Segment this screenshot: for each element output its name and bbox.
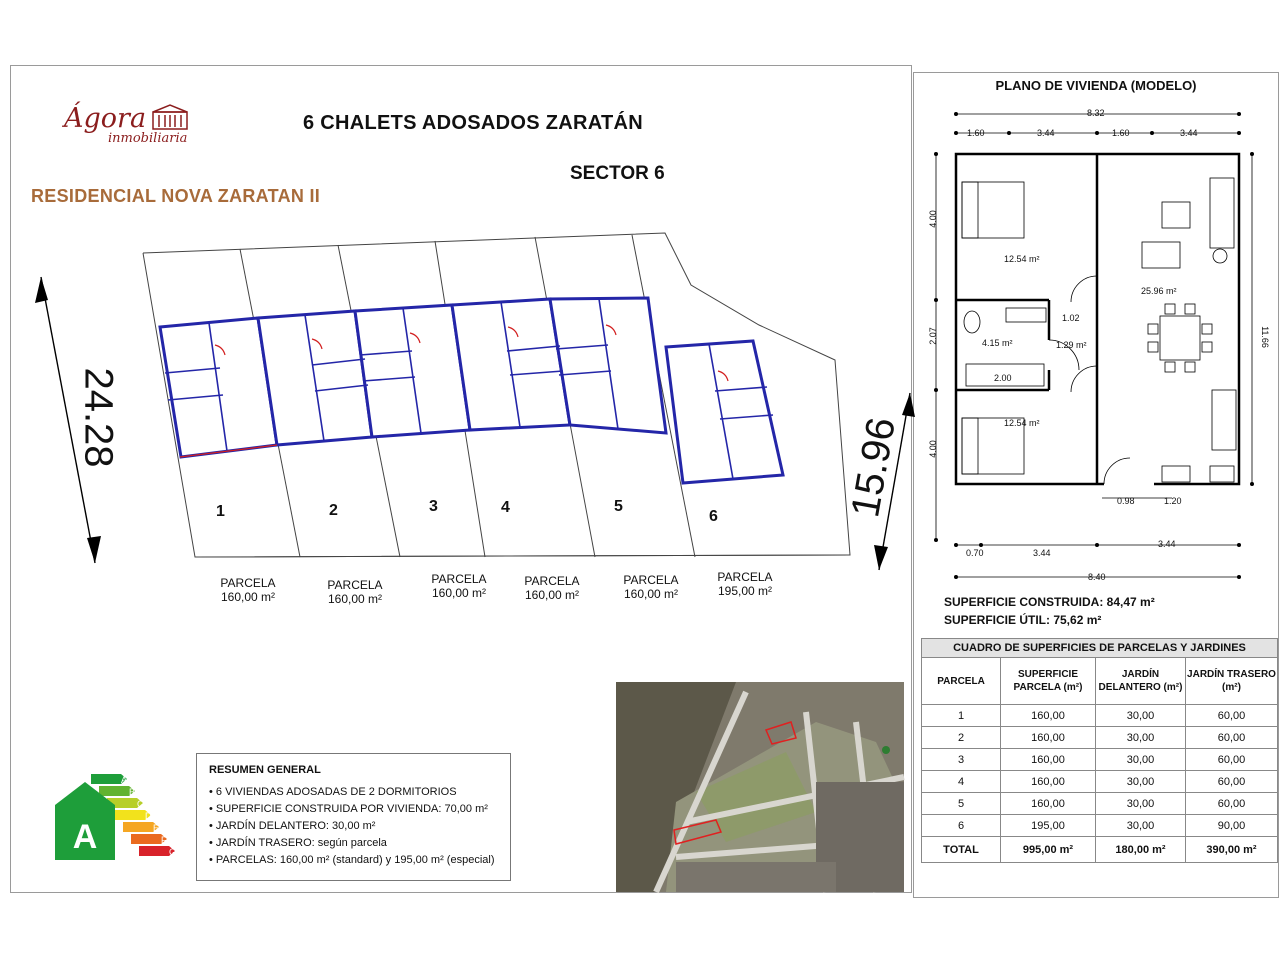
- site-plan-drawing: [15, 225, 915, 595]
- energy-letter: F: [161, 835, 167, 845]
- parcel-number: 3: [429, 498, 438, 515]
- inner-door-dimension: 1.02: [1062, 313, 1080, 323]
- room-living: 25.96 m²: [1141, 286, 1177, 296]
- summary-item: • JARDÍN DELANTERO: 30,00 m²: [209, 820, 376, 832]
- plan-top-total: 8.32: [1087, 108, 1105, 118]
- project-title: 6 CHALETS ADOSADOS ZARATÁN: [303, 112, 644, 134]
- plan-top-seg: 1.60: [967, 128, 985, 138]
- superficie-construida: SUPERFICIE CONSTRUIDA: 84,47 m²: [944, 595, 1155, 609]
- table-header: JARDÍN TRASERO (m²): [1186, 658, 1278, 705]
- parcel-number: 4: [501, 499, 510, 516]
- room-bedroom-2: 12.54 m²: [1004, 418, 1040, 428]
- floor-plan-drawing: [914, 100, 1278, 590]
- summary-item: • SUPERFICIE CONSTRUIDA POR VIVIENDA: 70,00 m²: [209, 803, 488, 815]
- summary-item: • JARDÍN TRASERO: según parcela: [209, 837, 387, 849]
- residencial-title: RESIDENCIAL NOVA ZARATAN II: [31, 186, 321, 206]
- energy-label-icon: [55, 770, 177, 865]
- parcel-number: 6: [709, 508, 718, 525]
- entry-dimension: 0.98: [1117, 496, 1135, 506]
- energy-letter: C: [137, 799, 144, 809]
- summary-item: • PARCELAS: 160,00 m² (standard) y 195,00 m² (especial): [209, 854, 495, 866]
- parcel-number: 2: [329, 502, 338, 519]
- plan-left-seg: 4.00: [927, 210, 938, 228]
- sector-title: SECTOR 6: [570, 163, 665, 184]
- table-row: 2 160,00 30,00 60,00: [922, 727, 1278, 749]
- plan-top-seg: 3.44: [1037, 128, 1055, 138]
- left-depth-dimension: 24.28: [76, 367, 121, 468]
- right-depth-dimension: 15.96: [843, 414, 904, 521]
- energy-letter: D: [145, 811, 152, 821]
- energy-letter: E: [153, 823, 160, 833]
- table-total-row: TOTAL 995,00 m² 180,00 m² 390,00 m²: [922, 837, 1278, 863]
- superficie-util: SUPERFICIE ÚTIL: 75,62 m²: [944, 613, 1102, 627]
- parcel-number: 5: [614, 498, 623, 515]
- room-bedroom-1: 12.54 m²: [1004, 254, 1040, 264]
- plan-bottom-total: 8.40: [1088, 572, 1106, 582]
- table-row: 4 160,00 30,00 60,00: [922, 771, 1278, 793]
- plan-top-seg: 3.44: [1180, 128, 1198, 138]
- table-header: PARCELA: [922, 658, 1001, 705]
- logo-name: Ágora: [64, 103, 147, 134]
- table-header: JARDÍN DELANTERO (m²): [1096, 658, 1186, 705]
- bath-width-dimension: 2.00: [994, 373, 1012, 383]
- energy-grade: A: [72, 818, 98, 856]
- entry-dimension: 1.20: [1164, 496, 1182, 506]
- energy-letter: G: [169, 847, 177, 857]
- plan-left-seg: 4.00: [927, 440, 938, 458]
- parcel-label: PARCELA 160,00 m²: [524, 574, 580, 602]
- table-row: 1 160,00 30,00 60,00: [922, 705, 1278, 727]
- energy-letter: A: [121, 775, 128, 785]
- parcel-label: PARCELA 160,00 m²: [431, 572, 487, 600]
- table-row: 6 195,00 30,00 90,00: [922, 815, 1278, 837]
- logo-sub: inmobiliaria: [108, 131, 188, 146]
- room-bath: 4.15 m²: [982, 338, 1013, 348]
- summary-box: [196, 753, 511, 881]
- summary-heading: RESUMEN GENERAL: [209, 764, 321, 776]
- table-header: SUPERFICIE PARCELA (m²): [1001, 658, 1096, 705]
- parcel-number: 1: [216, 503, 225, 520]
- plan-left-seg: 2.07: [927, 327, 938, 345]
- plan-right-total: 11.66: [1259, 326, 1270, 348]
- parcel-label: PARCELA 195,00 m²: [717, 570, 773, 598]
- room-hall: 1.29 m²: [1056, 340, 1087, 350]
- parcel-label: PARCELA 160,00 m²: [220, 576, 276, 604]
- parcels-table: [921, 638, 1278, 863]
- parcel-label: PARCELA 160,00 m²: [327, 578, 383, 606]
- table-caption: CUADRO DE SUPERFICIES DE PARCELAS Y JARDINES: [922, 639, 1278, 658]
- plan-top-seg: 1.60: [1112, 128, 1130, 138]
- plan-bottom-seg: 3.44: [1033, 548, 1051, 558]
- plan-bottom-seg: 3.44: [1158, 539, 1176, 549]
- floor-plan-title: PLANO DE VIVIENDA (MODELO): [995, 78, 1197, 93]
- table-row: 3 160,00 30,00 60,00: [922, 749, 1278, 771]
- table-row: 5 160,00 30,00 60,00: [922, 793, 1278, 815]
- plan-bottom-seg: 0.70: [966, 548, 984, 558]
- parcel-label: PARCELA 160,00 m²: [623, 573, 679, 601]
- energy-letter: B: [129, 787, 136, 797]
- logo-building-icon: [152, 104, 188, 130]
- summary-item: • 6 VIVIENDAS ADOSADAS DE 2 DORMITORIOS: [209, 786, 457, 798]
- aerial-map: [616, 682, 904, 892]
